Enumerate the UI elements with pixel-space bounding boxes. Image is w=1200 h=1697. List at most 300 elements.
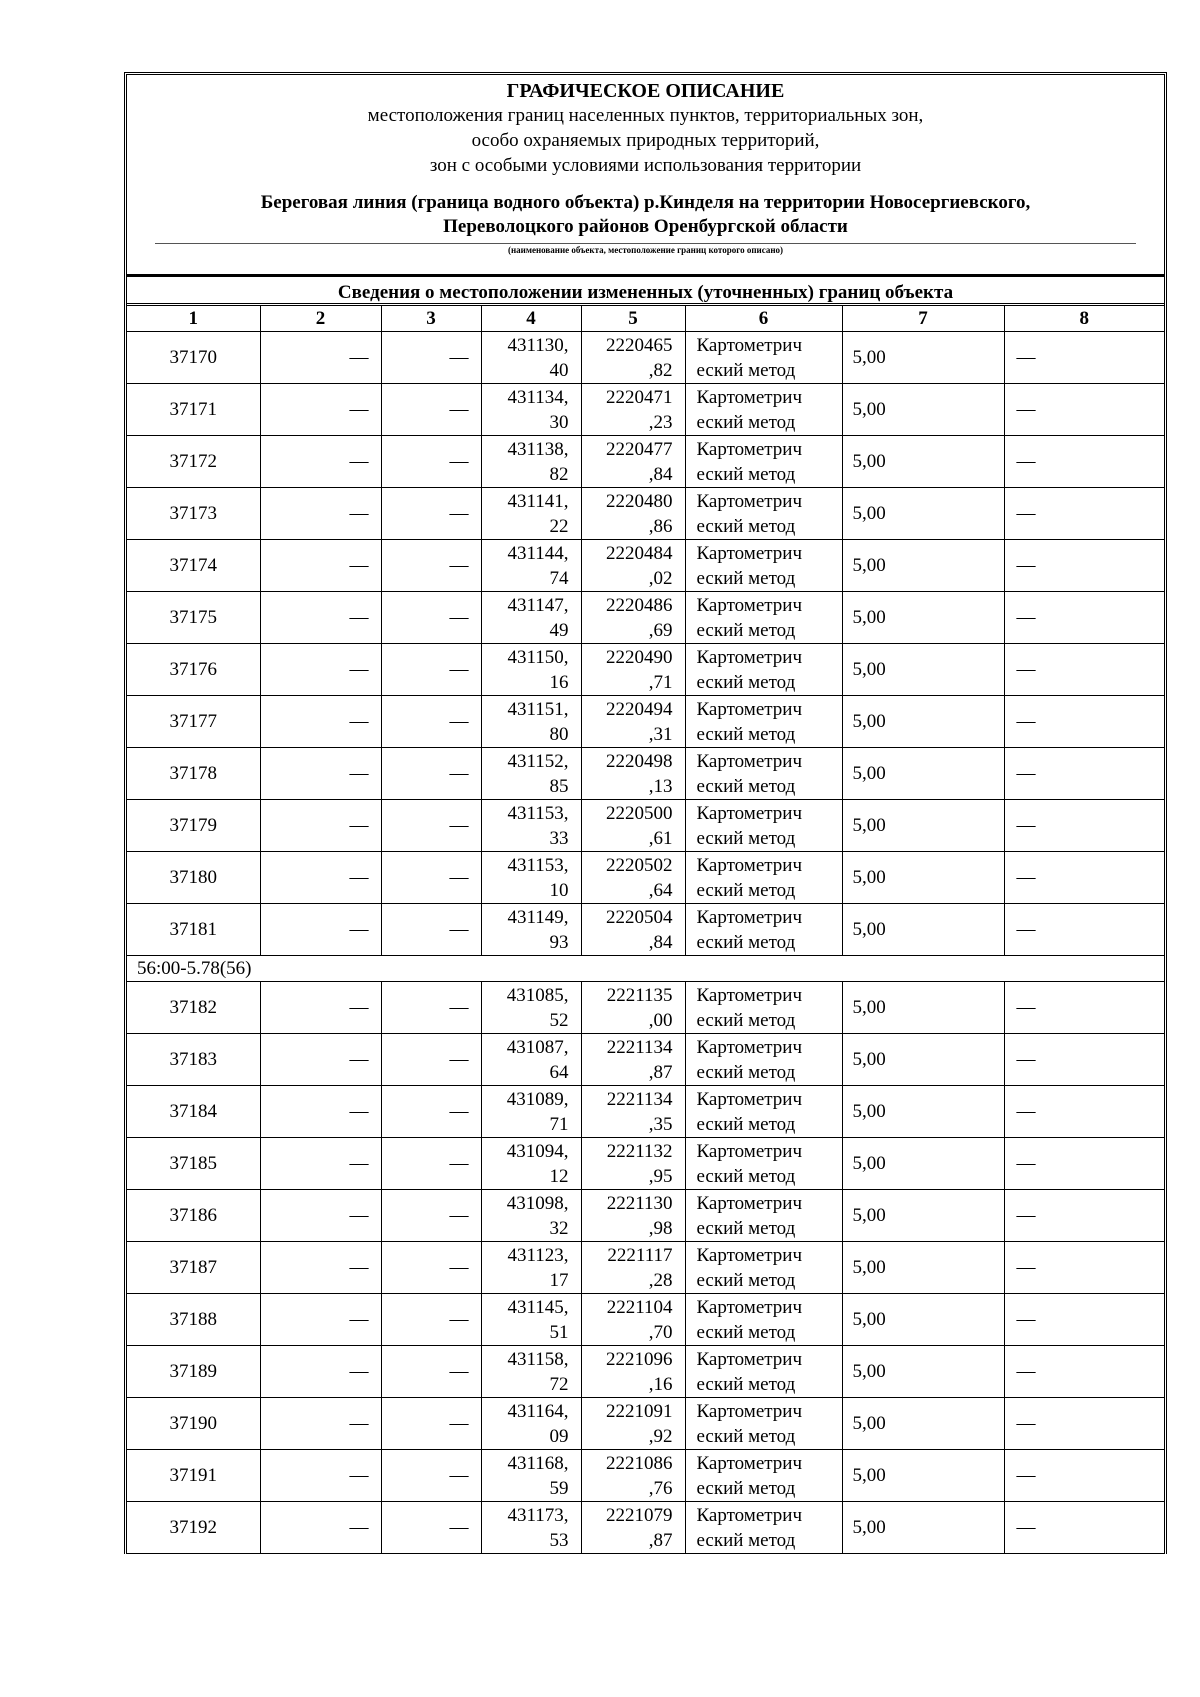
column-3-value: — — [381, 384, 481, 436]
coordinate-y-part: 2220471 — [606, 386, 673, 408]
accuracy: 5,00 — [842, 436, 1004, 488]
coordinate-x-part: 53 — [549, 1529, 569, 1551]
point-number: 37189 — [127, 1346, 260, 1398]
method-part: Картометрич — [696, 1244, 803, 1266]
column-2-value: — — [260, 488, 381, 540]
coordinate-x-part: 431153, — [507, 854, 569, 876]
table-row — [127, 1502, 1164, 1554]
column-8-value: — — [1004, 852, 1164, 904]
coordinate-x — [481, 540, 581, 592]
coordinate-x — [481, 982, 581, 1034]
table-row — [127, 982, 1164, 1034]
method — [685, 644, 842, 696]
table-row — [127, 436, 1164, 488]
coordinate-x — [481, 332, 581, 384]
coordinate-y-part: ,84 — [648, 463, 673, 485]
point-number: 37171 — [127, 384, 260, 436]
accuracy: 5,00 — [842, 1242, 1004, 1294]
column-3-value: — — [381, 540, 481, 592]
coordinate-y-part: ,95 — [648, 1165, 673, 1187]
object-caption: (наименование объекта, местоположение границ которого описано) — [507, 245, 784, 255]
coordinate-y-part: ,87 — [648, 1061, 673, 1083]
point-number: 37186 — [127, 1190, 260, 1242]
column-8-value: — — [1004, 904, 1164, 956]
method — [685, 696, 842, 748]
coordinate-x-part: 22 — [549, 515, 569, 537]
coordinate-x — [481, 1346, 581, 1398]
accuracy: 5,00 — [842, 696, 1004, 748]
coordinate-y — [581, 1346, 685, 1398]
point-number: 37177 — [127, 696, 260, 748]
method-part: еский метод — [696, 1321, 796, 1343]
method — [685, 436, 842, 488]
table-row — [127, 1398, 1164, 1450]
object-name-line-1: Береговая линия (граница водного объекта) р.Кинделя на территории Новосергиевского, — [260, 192, 1031, 213]
method-part: еский метод — [696, 1269, 796, 1291]
coordinate-x — [481, 1450, 581, 1502]
coordinate-x — [481, 488, 581, 540]
coordinate-x-part: 71 — [549, 1113, 569, 1135]
column-2-value: — — [260, 982, 381, 1034]
column-3-value: — — [381, 1502, 481, 1554]
table-row — [127, 800, 1164, 852]
column-3-value: — — [381, 332, 481, 384]
point-number: 37185 — [127, 1138, 260, 1190]
coordinate-x-part: 431152, — [507, 750, 569, 772]
coordinate-y — [581, 1138, 685, 1190]
coordinate-x — [481, 436, 581, 488]
method-part: еский метод — [696, 1113, 796, 1135]
coordinate-y-part: 2221135 — [606, 984, 673, 1006]
coordinate-y-part: ,00 — [648, 1009, 673, 1031]
method-part: еский метод — [696, 567, 796, 589]
column-2-value: — — [260, 1294, 381, 1346]
coordinate-x — [481, 1034, 581, 1086]
table-row — [127, 852, 1164, 904]
coordinate-x-part: 431123, — [507, 1244, 569, 1266]
column-3-value: — — [381, 436, 481, 488]
method — [685, 1294, 842, 1346]
coordinate-x-part: 32 — [549, 1217, 569, 1239]
column-2-value: — — [260, 852, 381, 904]
coordinate-x-part: 82 — [549, 463, 569, 485]
point-number: 37182 — [127, 982, 260, 1034]
coordinate-x-part: 431085, — [506, 984, 569, 1006]
coordinate-y-part: ,23 — [648, 411, 673, 433]
column-8-value: — — [1004, 1294, 1164, 1346]
method — [685, 748, 842, 800]
coordinate-x-part: 431151, — [507, 698, 569, 720]
coordinate-x-part: 431138, — [507, 438, 569, 460]
coordinate-y-part: 2220484 — [606, 542, 673, 564]
coordinate-y-part: 2221104 — [606, 1296, 673, 1318]
coordinate-x-part: 431130, — [507, 334, 569, 356]
column-number: 1 — [127, 306, 260, 332]
point-number: 37192 — [127, 1502, 260, 1554]
point-number: 37184 — [127, 1086, 260, 1138]
coordinate-x-part: 431141, — [507, 490, 569, 512]
coordinate-y-part: 2221117 — [607, 1244, 673, 1266]
coordinate-x — [481, 904, 581, 956]
coordinate-x-part: 40 — [549, 359, 569, 381]
column-2-value: — — [260, 592, 381, 644]
coordinate-y — [581, 852, 685, 904]
method-part: еский метод — [696, 1373, 796, 1395]
method — [685, 592, 842, 644]
column-3-value: — — [381, 1086, 481, 1138]
point-number: 37170 — [127, 332, 260, 384]
table-row — [127, 384, 1164, 436]
column-number: 8 — [1004, 306, 1164, 332]
method — [685, 1190, 842, 1242]
column-3-value: — — [381, 488, 481, 540]
coordinate-x-part: 93 — [549, 931, 569, 953]
coordinate-y-part: ,84 — [648, 931, 673, 953]
coordinate-x-part: 431168, — [507, 1452, 569, 1474]
column-3-value: — — [381, 1450, 481, 1502]
coordinate-y-part: ,28 — [648, 1269, 673, 1291]
coordinate-x — [481, 1086, 581, 1138]
column-2-value: — — [260, 384, 381, 436]
coordinate-y-part: 2221130 — [606, 1192, 673, 1214]
column-number: 4 — [481, 306, 581, 332]
coordinate-x-part: 59 — [549, 1477, 569, 1499]
method-part: еский метод — [696, 463, 796, 485]
point-number: 37181 — [127, 904, 260, 956]
column-2-value: — — [260, 332, 381, 384]
column-number: 5 — [581, 306, 685, 332]
accuracy: 5,00 — [842, 1294, 1004, 1346]
table-row — [127, 1346, 1164, 1398]
coordinate-x-part: 09 — [549, 1425, 569, 1447]
coordinate-y-part: ,02 — [648, 567, 673, 589]
coordinate-x-part: 431098, — [506, 1192, 569, 1214]
coordinate-y — [581, 592, 685, 644]
points-table — [127, 306, 1164, 1554]
document-header — [127, 75, 1164, 275]
table-row — [127, 696, 1164, 748]
coordinate-y — [581, 332, 685, 384]
accuracy: 5,00 — [842, 1502, 1004, 1554]
coordinate-y-part: ,61 — [648, 827, 673, 849]
coordinate-x — [481, 1138, 581, 1190]
coordinate-x-part: 431087, — [506, 1036, 569, 1058]
coordinate-y-part: 2220500 — [606, 802, 673, 824]
table-row — [127, 644, 1164, 696]
point-number: 37191 — [127, 1450, 260, 1502]
accuracy: 5,00 — [842, 852, 1004, 904]
method — [685, 332, 842, 384]
method — [685, 1398, 842, 1450]
coordinate-y-part: 2221132 — [606, 1140, 673, 1162]
coordinate-x — [481, 748, 581, 800]
column-2-value: — — [260, 1346, 381, 1398]
coordinate-y-part: 2221134 — [606, 1088, 673, 1110]
coordinate-y — [581, 696, 685, 748]
column-number: 3 — [381, 306, 481, 332]
column-3-value: — — [381, 644, 481, 696]
column-number-row — [127, 306, 1164, 332]
coordinate-y-part: ,16 — [648, 1373, 673, 1395]
column-3-value: — — [381, 800, 481, 852]
column-2-value: — — [260, 1398, 381, 1450]
coordinate-x-part: 431147, — [507, 594, 569, 616]
accuracy: 5,00 — [842, 488, 1004, 540]
method-part: еский метод — [696, 931, 796, 953]
coordinate-y — [581, 644, 685, 696]
method-part: Картометрич — [696, 334, 803, 356]
method — [685, 1502, 842, 1554]
coordinate-y-part: ,82 — [648, 359, 673, 381]
column-8-value: — — [1004, 1034, 1164, 1086]
coordinate-x — [481, 852, 581, 904]
point-number: 37179 — [127, 800, 260, 852]
method — [685, 982, 842, 1034]
method-part: еский метод — [696, 879, 796, 901]
accuracy: 5,00 — [842, 982, 1004, 1034]
coordinate-x-part: 431144, — [507, 542, 569, 564]
accuracy: 5,00 — [842, 332, 1004, 384]
coordinate-x — [481, 1190, 581, 1242]
method-part: еский метод — [696, 1425, 796, 1447]
method — [685, 1242, 842, 1294]
method-part: Картометрич — [696, 1400, 803, 1422]
coordinate-y-part: 2220502 — [606, 854, 673, 876]
method-part: Картометрич — [696, 386, 803, 408]
group-label: 56:00-5.78(56) — [127, 956, 1164, 982]
column-3-value: — — [381, 1242, 481, 1294]
column-2-value: — — [260, 540, 381, 592]
accuracy: 5,00 — [842, 1086, 1004, 1138]
method — [685, 488, 842, 540]
column-8-value: — — [1004, 540, 1164, 592]
column-8-value: — — [1004, 800, 1164, 852]
coordinate-y — [581, 1034, 685, 1086]
method-part: Картометрич — [696, 750, 803, 772]
coordinate-x — [481, 644, 581, 696]
coordinate-y — [581, 748, 685, 800]
column-number: 6 — [685, 306, 842, 332]
point-number: 37172 — [127, 436, 260, 488]
coordinate-y-part: ,13 — [648, 775, 673, 797]
column-8-value: — — [1004, 644, 1164, 696]
accuracy: 5,00 — [842, 384, 1004, 436]
table-row — [127, 904, 1164, 956]
coordinate-x — [481, 1294, 581, 1346]
coordinate-y-part: 2220465 — [606, 334, 673, 356]
column-8-value: — — [1004, 1502, 1164, 1554]
method-part: Картометрич — [696, 854, 803, 876]
table-row — [127, 540, 1164, 592]
coordinate-x — [481, 800, 581, 852]
coordinate-x-part: 431153, — [507, 802, 569, 824]
coordinate-y-part: 2220477 — [606, 438, 673, 460]
method — [685, 540, 842, 592]
accuracy: 5,00 — [842, 1190, 1004, 1242]
method-part: еский метод — [696, 1009, 796, 1031]
accuracy: 5,00 — [842, 1450, 1004, 1502]
accuracy: 5,00 — [842, 904, 1004, 956]
method-part: Картометрич — [696, 984, 803, 1006]
coordinate-y-part: 2220504 — [606, 906, 673, 928]
method-part: Картометрич — [696, 490, 803, 512]
method-part: Картометрич — [696, 1140, 803, 1162]
description-line-1: местоположения границ населенных пунктов, территориальных зон, — [367, 105, 924, 126]
point-number: 37180 — [127, 852, 260, 904]
method-part: еский метод — [696, 1529, 796, 1551]
coordinate-y — [581, 1242, 685, 1294]
table-row — [127, 1450, 1164, 1502]
coordinate-y — [581, 540, 685, 592]
column-8-value: — — [1004, 1398, 1164, 1450]
point-number: 37176 — [127, 644, 260, 696]
accuracy: 5,00 — [842, 644, 1004, 696]
coordinate-y-part: 2221096 — [606, 1348, 673, 1370]
coordinate-x — [481, 1242, 581, 1294]
column-8-value: — — [1004, 436, 1164, 488]
coordinate-y — [581, 1398, 685, 1450]
column-3-value: — — [381, 982, 481, 1034]
column-2-value: — — [260, 644, 381, 696]
column-2-value: — — [260, 696, 381, 748]
coordinate-y — [581, 384, 685, 436]
table-row — [127, 592, 1164, 644]
column-2-value: — — [260, 800, 381, 852]
method — [685, 384, 842, 436]
table-row — [127, 332, 1164, 384]
table-row — [127, 1294, 1164, 1346]
method-part: еский метод — [696, 411, 796, 433]
column-8-value: — — [1004, 592, 1164, 644]
coordinate-x-part: 17 — [549, 1269, 569, 1291]
column-2-value: — — [260, 1242, 381, 1294]
method-part: Картометрич — [696, 1452, 803, 1474]
column-8-value: — — [1004, 488, 1164, 540]
method — [685, 1086, 842, 1138]
column-2-value: — — [260, 1034, 381, 1086]
coordinate-x-part: 64 — [549, 1061, 569, 1083]
coordinate-x-part: 431173, — [507, 1504, 569, 1526]
coordinate-y-part: ,86 — [648, 515, 673, 537]
column-3-value: — — [381, 1346, 481, 1398]
document-title: ГРАФИЧЕСКОЕ ОПИСАНИЕ — [506, 80, 785, 102]
table-row — [127, 488, 1164, 540]
coordinate-x-part: 51 — [549, 1321, 569, 1343]
coordinate-y-part: ,69 — [648, 619, 673, 641]
method-part: Картометрич — [696, 906, 803, 928]
coordinate-y — [581, 1086, 685, 1138]
coordinate-y — [581, 1502, 685, 1554]
method-part: еский метод — [696, 1061, 796, 1083]
column-8-value: — — [1004, 1242, 1164, 1294]
coordinate-x-part: 49 — [549, 619, 569, 641]
object-name-line-2: Переволоцкого районов Оренбургской области — [443, 216, 848, 237]
coordinate-x-part: 12 — [549, 1165, 569, 1187]
column-8-value: — — [1004, 384, 1164, 436]
method — [685, 1034, 842, 1086]
coordinate-y-part: ,76 — [648, 1477, 673, 1499]
coordinate-x-part: 431094, — [506, 1140, 569, 1162]
column-3-value: — — [381, 592, 481, 644]
coordinate-y — [581, 1294, 685, 1346]
method-part: еский метод — [696, 359, 796, 381]
section-title: Сведения о местоположении измененных (уточненных) границ объекта — [127, 275, 1164, 306]
column-number: 2 — [260, 306, 381, 332]
column-3-value: — — [381, 1190, 481, 1242]
method-part: Картометрич — [696, 698, 803, 720]
method-part: Картометрич — [696, 1504, 803, 1526]
coordinate-y-part: ,87 — [648, 1529, 673, 1551]
table-row — [127, 1138, 1164, 1190]
coordinate-x-part: 431158, — [507, 1348, 569, 1370]
column-2-value: — — [260, 1190, 381, 1242]
point-number: 37173 — [127, 488, 260, 540]
coordinate-x-part: 72 — [549, 1373, 569, 1395]
method-part: еский метод — [696, 723, 796, 745]
table-row — [127, 1190, 1164, 1242]
coordinate-y-part: ,71 — [648, 671, 673, 693]
method-part: Картометрич — [696, 1192, 803, 1214]
point-number: 37187 — [127, 1242, 260, 1294]
method-part: еский метод — [696, 671, 796, 693]
description-line-2: особо охраняемых природных территорий, — [471, 130, 820, 151]
method-part: Картометрич — [696, 1036, 803, 1058]
coordinate-y-part: 2220480 — [606, 490, 673, 512]
coordinate-x-part: 431149, — [507, 906, 569, 928]
method-part: Картометрич — [696, 1296, 803, 1318]
method — [685, 852, 842, 904]
coordinate-y — [581, 1190, 685, 1242]
point-number: 37175 — [127, 592, 260, 644]
column-3-value: — — [381, 852, 481, 904]
coordinate-x-part: 10 — [549, 879, 569, 901]
coordinate-y-part: 2220486 — [606, 594, 673, 616]
method — [685, 800, 842, 852]
method — [685, 1138, 842, 1190]
coordinate-y — [581, 904, 685, 956]
coordinate-x-part: 74 — [549, 567, 569, 589]
coordinate-y-part: 2220490 — [606, 646, 673, 668]
column-8-value: — — [1004, 696, 1164, 748]
coordinate-x-part: 431145, — [507, 1296, 569, 1318]
group-row — [127, 956, 1164, 982]
column-8-value: — — [1004, 982, 1164, 1034]
coordinate-y-part: ,35 — [648, 1113, 673, 1135]
accuracy: 5,00 — [842, 592, 1004, 644]
column-8-value: — — [1004, 1138, 1164, 1190]
method-part: еский метод — [696, 775, 796, 797]
coordinate-x-part: 30 — [549, 411, 569, 433]
coordinate-x-part: 431134, — [507, 386, 569, 408]
coordinate-x-part: 80 — [549, 723, 569, 745]
method-part: Картометрич — [696, 438, 803, 460]
coordinate-x — [481, 1398, 581, 1450]
column-3-value: — — [381, 1034, 481, 1086]
column-8-value: — — [1004, 1346, 1164, 1398]
coordinate-x — [481, 1502, 581, 1554]
coordinate-y-part: 2221079 — [606, 1504, 673, 1526]
column-2-value: — — [260, 904, 381, 956]
coordinate-y-part: ,70 — [648, 1321, 673, 1343]
method-part: Картометрич — [696, 542, 803, 564]
column-2-value: — — [260, 436, 381, 488]
column-2-value: — — [260, 1138, 381, 1190]
point-number: 37174 — [127, 540, 260, 592]
coordinate-y-part: 2221086 — [606, 1452, 673, 1474]
accuracy: 5,00 — [842, 1398, 1004, 1450]
column-2-value: — — [260, 1450, 381, 1502]
description-line-3: зон с особыми условиями использования территории — [429, 155, 862, 176]
